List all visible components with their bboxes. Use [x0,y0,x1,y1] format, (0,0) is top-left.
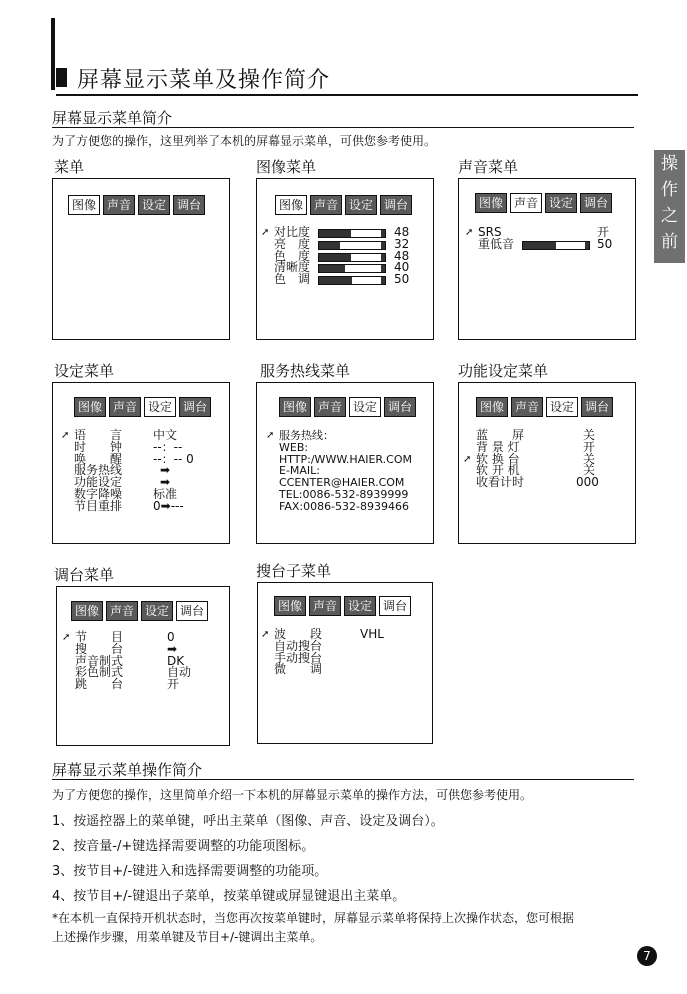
hotline-menu-panel [256,382,434,544]
menu-tab-bar [68,195,205,215]
page-number: 7 [637,946,657,966]
ops-step: 4、按节目+/-键退出子菜单，按菜单键或屏显键退出主菜单。 [52,889,406,904]
hotline-line: CCENTER@HAIER.COM [279,476,405,490]
row-value: 40 [394,260,410,275]
tab-sound[interactable]: 声音 [106,601,138,621]
row-value: 开 [597,225,610,239]
row-label: 服务热线 [74,463,123,478]
sound-panel-title: 声音菜单 [458,158,519,176]
selection-pointer-icon: ➚ [261,629,270,640]
row-value: 000 [576,475,599,490]
row-label: 对比度 [274,225,311,239]
ops-section-rule [52,779,634,780]
function-menu-panel [458,382,636,544]
row-label: 搜 台 [75,641,124,656]
tab-picture[interactable]: 图像 [475,193,507,213]
selection-pointer-icon: ➚ [266,430,275,441]
tab-settings[interactable]: 设定 [545,193,577,213]
level-bar-end [381,277,385,284]
title-rule [56,94,638,96]
row-value: 48 [394,248,410,263]
search-rows [261,627,424,677]
ops-step: 1、按遥控器上的菜单键，呼出主菜单（图像、声音、设定及调台）。 [52,814,444,829]
level-bar-end [381,254,385,261]
menu-row[interactable] [476,477,626,489]
row-label: 节目重排 [74,498,123,513]
menu-row[interactable] [74,498,224,513]
ops-note: *在本机一直保持开机状态时，当您再次按菜单键时，屏幕显示菜单将保持上次操作状态，您可根据 [52,911,575,925]
hotline-line: FAX:0086-532-8939466 [279,499,410,513]
tuning-rows [62,630,225,692]
level-bar[interactable] [318,229,386,238]
row-value: DK [167,653,185,668]
side-tab-char: 前 [661,232,678,252]
row-value: 0 [167,630,175,644]
hotline-line: ➚ 服务热线： [266,429,334,442]
tab-picture[interactable]: 图像 [275,195,307,215]
selection-pointer-icon: ➚ [61,430,70,441]
row-value: 关 [583,428,596,442]
row-value: --：-- [153,439,183,454]
tab-tuning[interactable]: 调台 [384,397,416,417]
side-tab-char: 操 [661,154,678,174]
level-fill [319,230,351,237]
header-marker-box [56,68,67,87]
row-value: 标准 [153,486,178,501]
settings-rows [61,428,224,513]
tab-tuning[interactable]: 调台 [581,397,613,417]
intro-section-title: 屏幕显示菜单简介 [52,109,173,127]
level-fill [319,277,352,284]
row-label: 语 言 [74,428,123,442]
picture-tab-bar [275,195,412,215]
row-label: 背 景 灯 [476,439,520,454]
menu-row[interactable] [274,274,424,286]
level-bar[interactable] [318,276,386,285]
tab-tuning[interactable]: 调台 [379,596,411,616]
row-value: 自动 [167,665,192,680]
picture-menu-panel [256,178,434,340]
level-bar[interactable] [318,264,386,273]
sound-menu-panel [458,178,636,340]
settings-menu-panel [52,382,230,544]
row-label: 重低音 [478,236,515,251]
level-bar-end [381,242,385,249]
hotline-line: E-MAIL: [279,464,321,478]
tab-picture[interactable]: 图像 [71,601,103,621]
hotline-line: HTTP:/WWW.HAIER.COM [279,452,412,466]
search-panel-title: 搜台子菜单 [256,562,332,580]
picture-rows [261,225,424,287]
row-value: 50 [394,272,410,287]
row-label: 清晰度 [274,260,311,275]
row-label: 彩色制式 [75,665,124,680]
tab-sound[interactable]: 声音 [510,193,542,213]
row-label: 蓝 屏 [476,428,525,442]
row-value: 开 [583,439,596,454]
hotline-panel-title: 服务热线菜单 [260,362,351,380]
menu-row[interactable] [478,236,628,251]
settings-tab-bar [74,397,211,417]
menu-panel-title: 菜单 [54,158,85,176]
tab-settings[interactable]: 设定 [138,195,170,215]
page-title: 屏幕显示菜单及操作简介 [77,68,331,93]
function-panel-title: 功能设定菜单 [458,362,549,380]
tab-tuning[interactable]: 调台 [176,601,208,621]
tab-sound[interactable]: 声音 [309,596,341,616]
tab-settings[interactable]: 设定 [345,195,377,215]
tuning-tab-bar [71,601,208,621]
tab-sound[interactable]: 声音 [314,397,346,417]
menu-row[interactable] [274,664,424,676]
row-value: 48 [394,225,410,239]
selection-pointer-icon: ➚ [465,227,474,238]
row-label: 软 换 台 [476,451,520,466]
ops-step: 3、按节目+/-键进入和选择需要调整的功能项。 [52,864,328,879]
tab-tuning[interactable]: 调台 [380,195,412,215]
side-chapter-tab [654,150,685,263]
side-tab-char: 之 [661,206,678,226]
tab-picture[interactable]: 图像 [279,397,311,417]
hotline-line: TEL:0086-532-8939999 [279,487,409,501]
tab-settings[interactable]: 设定 [344,596,376,616]
row-label: 收看计时 [476,475,525,490]
tab-sound[interactable]: 声音 [310,195,342,215]
row-label: 声音制式 [75,653,124,668]
row-label: 自动搜台 [274,638,323,653]
level-bar-end [381,265,385,272]
row-value: 关 [583,463,596,478]
tab-settings[interactable]: 设定 [141,601,173,621]
intro-description: 为了方便您的操作，这里列举了本机的屏幕显示菜单，可供您参考使用。 [52,134,437,148]
function-tab-bar [476,397,613,417]
level-fill [319,254,351,261]
tab-picture[interactable]: 图像 [74,397,106,417]
level-bar[interactable] [318,253,386,262]
row-value: ➡ [160,463,171,478]
row-value: 开 [167,677,180,692]
row-label: 色 调 [274,272,311,287]
level-fill [319,265,345,272]
tab-sound[interactable]: 声音 [103,195,135,215]
sound-tab-bar [475,193,612,213]
tab-settings[interactable]: 设定 [349,397,381,417]
row-label: 跳 台 [75,677,124,692]
ops-description: 为了方便您的操作，这里简单介绍一下本机的屏幕显示菜单的操作方法，可供您参考使用。 [52,788,533,802]
tab-tuning[interactable]: 调台 [173,195,205,215]
tab-sound[interactable]: 声音 [511,397,543,417]
row-value: 关 [583,451,596,466]
row-label: SRS [478,225,502,239]
function-rows [463,428,626,490]
selection-pointer-icon: ➚ [261,227,270,238]
row-value: 50 [597,236,613,251]
row-label: 功能设定 [74,475,123,490]
row-label: 微 调 [274,662,323,677]
sound-rows [465,225,628,251]
side-tab-char: 作 [661,180,678,200]
tab-settings[interactable]: 设定 [546,397,578,417]
tab-picture[interactable]: 图像 [476,397,508,417]
tab-picture[interactable]: 图像 [274,596,306,616]
row-label: 软 开 机 [476,463,520,478]
row-label: 数字降噪 [74,486,123,501]
picture-panel-title: 图像菜单 [256,158,317,176]
tab-tuning[interactable]: 调台 [580,193,612,213]
ops-section-title: 屏幕显示菜单操作简介 [52,761,203,779]
row-value: 0➡--- [153,498,184,513]
tab-sound[interactable]: 声音 [109,397,141,417]
row-value: --：-- 0 [153,451,194,466]
level-fill [319,242,340,249]
hotline-line: WEB: [279,440,309,454]
row-label: 时 钟 [74,439,123,454]
menu-panel [52,178,230,340]
tab-settings[interactable]: 设定 [144,397,176,417]
level-fill [523,242,556,249]
level-bar[interactable] [522,241,590,250]
selection-pointer-icon: ➚ [463,453,472,465]
row-label: 节 目 [75,630,124,644]
header-vertical-bar [51,18,55,90]
search-tab-bar [274,596,411,616]
level-bar[interactable] [318,241,386,250]
intro-section-rule [52,127,634,128]
hotline-lines [266,429,431,513]
ops-note: 上述操作步骤，用菜单键及节目+/-键调出主菜单。 [52,930,323,944]
row-value: 中文 [153,428,178,442]
search-menu-panel [257,582,433,744]
tuning-panel-title: 调台菜单 [54,566,115,584]
row-value: ➡ [160,475,171,490]
ops-step: 2、按音量-/+键选择需要调整的功能项图标。 [52,839,315,854]
row-value: VHL [360,627,384,641]
settings-panel-title: 设定菜单 [54,362,115,380]
row-label: 亮 度 [274,236,311,251]
tab-tuning[interactable]: 调台 [179,397,211,417]
selection-pointer-icon: ➚ [62,632,71,643]
row-label: 色 度 [274,248,311,263]
tuning-menu-panel [56,586,230,746]
row-value: 32 [394,236,410,251]
hotline-tab-bar [279,397,416,417]
level-bar-end [585,242,589,249]
menu-row[interactable] [75,679,225,691]
row-label: 手动搜台 [274,650,323,665]
tab-picture[interactable]: 图像 [68,195,100,215]
row-label: 波 段 [274,627,323,641]
level-bar-end [381,230,385,237]
row-label: 唤 醒 [74,451,123,466]
row-value: ➡ [167,641,178,656]
